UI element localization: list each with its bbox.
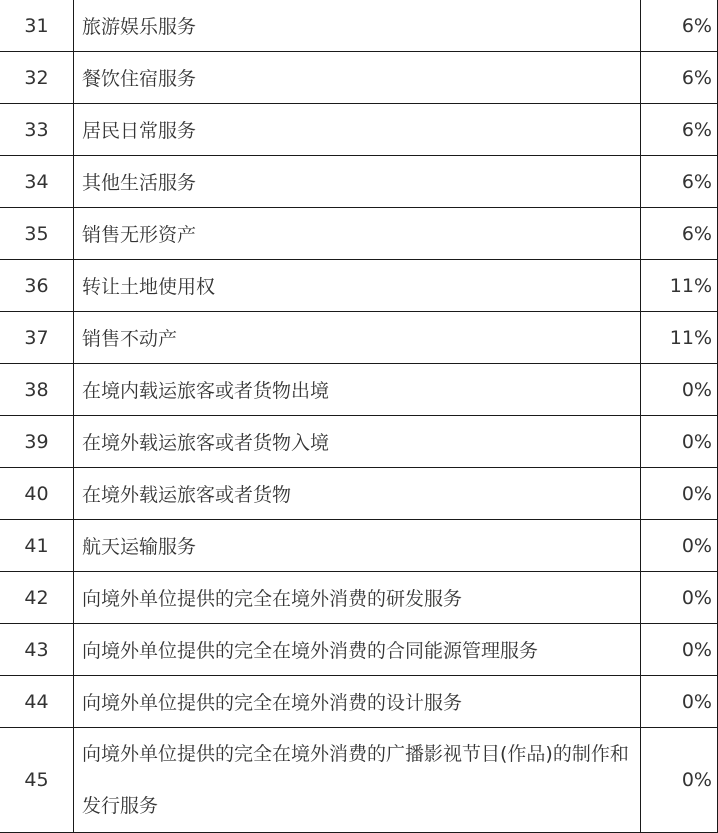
tax-rate: 0% bbox=[641, 416, 718, 468]
tax-rate: 11% bbox=[641, 312, 718, 364]
service-item: 销售无形资产 bbox=[74, 208, 641, 260]
table-row bbox=[0, 0, 718, 52]
table-row bbox=[0, 416, 718, 468]
service-item: 向境外单位提供的完全在境外消费的广播影视节目(作品)的制作和发行服务 bbox=[74, 728, 641, 833]
table-row bbox=[0, 208, 718, 260]
row-number: 35 bbox=[0, 208, 74, 260]
tax-rate: 0% bbox=[641, 364, 718, 416]
table-row bbox=[0, 624, 718, 676]
row-number: 40 bbox=[0, 468, 74, 520]
tax-rate: 6% bbox=[641, 104, 718, 156]
tax-rate: 6% bbox=[641, 0, 718, 52]
row-number: 32 bbox=[0, 52, 74, 104]
tax-rate: 0% bbox=[641, 468, 718, 520]
row-number: 33 bbox=[0, 104, 74, 156]
table-row bbox=[0, 364, 718, 416]
service-item: 其他生活服务 bbox=[74, 156, 641, 208]
service-item: 向境外单位提供的完全在境外消费的合同能源管理服务 bbox=[74, 624, 641, 676]
tax-rate: 0% bbox=[641, 624, 718, 676]
service-item: 转让土地使用权 bbox=[74, 260, 641, 312]
row-number: 41 bbox=[0, 520, 74, 572]
service-item: 向境外单位提供的完全在境外消费的研发服务 bbox=[74, 572, 641, 624]
table-row bbox=[0, 52, 718, 104]
service-item: 居民日常服务 bbox=[74, 104, 641, 156]
tax-rate: 6% bbox=[641, 208, 718, 260]
table-row bbox=[0, 104, 718, 156]
table-row bbox=[0, 676, 718, 728]
table-row bbox=[0, 520, 718, 572]
row-number: 37 bbox=[0, 312, 74, 364]
tax-rate: 0% bbox=[641, 676, 718, 728]
tax-rate: 0% bbox=[641, 520, 718, 572]
service-item: 旅游娱乐服务 bbox=[74, 0, 641, 52]
table-row bbox=[0, 312, 718, 364]
row-number: 44 bbox=[0, 676, 74, 728]
row-number: 38 bbox=[0, 364, 74, 416]
tax-rate: 11% bbox=[641, 260, 718, 312]
row-number: 34 bbox=[0, 156, 74, 208]
table-row bbox=[0, 156, 718, 208]
row-number: 39 bbox=[0, 416, 74, 468]
row-number: 31 bbox=[0, 0, 74, 52]
service-item: 在境外载运旅客或者货物入境 bbox=[74, 416, 641, 468]
table-row bbox=[0, 572, 718, 624]
tax-rate: 0% bbox=[641, 728, 718, 833]
service-item: 向境外单位提供的完全在境外消费的设计服务 bbox=[74, 676, 641, 728]
row-number: 45 bbox=[0, 728, 74, 833]
service-item: 餐饮住宿服务 bbox=[74, 52, 641, 104]
table-row bbox=[0, 260, 718, 312]
table-row bbox=[0, 728, 718, 833]
row-number: 43 bbox=[0, 624, 74, 676]
service-item: 在境外载运旅客或者货物 bbox=[74, 468, 641, 520]
tax-rate: 6% bbox=[641, 52, 718, 104]
service-item: 在境内载运旅客或者货物出境 bbox=[74, 364, 641, 416]
service-item: 销售不动产 bbox=[74, 312, 641, 364]
service-item: 航天运输服务 bbox=[74, 520, 641, 572]
table-row bbox=[0, 468, 718, 520]
row-number: 36 bbox=[0, 260, 74, 312]
tax-rate: 0% bbox=[641, 572, 718, 624]
row-number: 42 bbox=[0, 572, 74, 624]
tax-rate: 6% bbox=[641, 156, 718, 208]
